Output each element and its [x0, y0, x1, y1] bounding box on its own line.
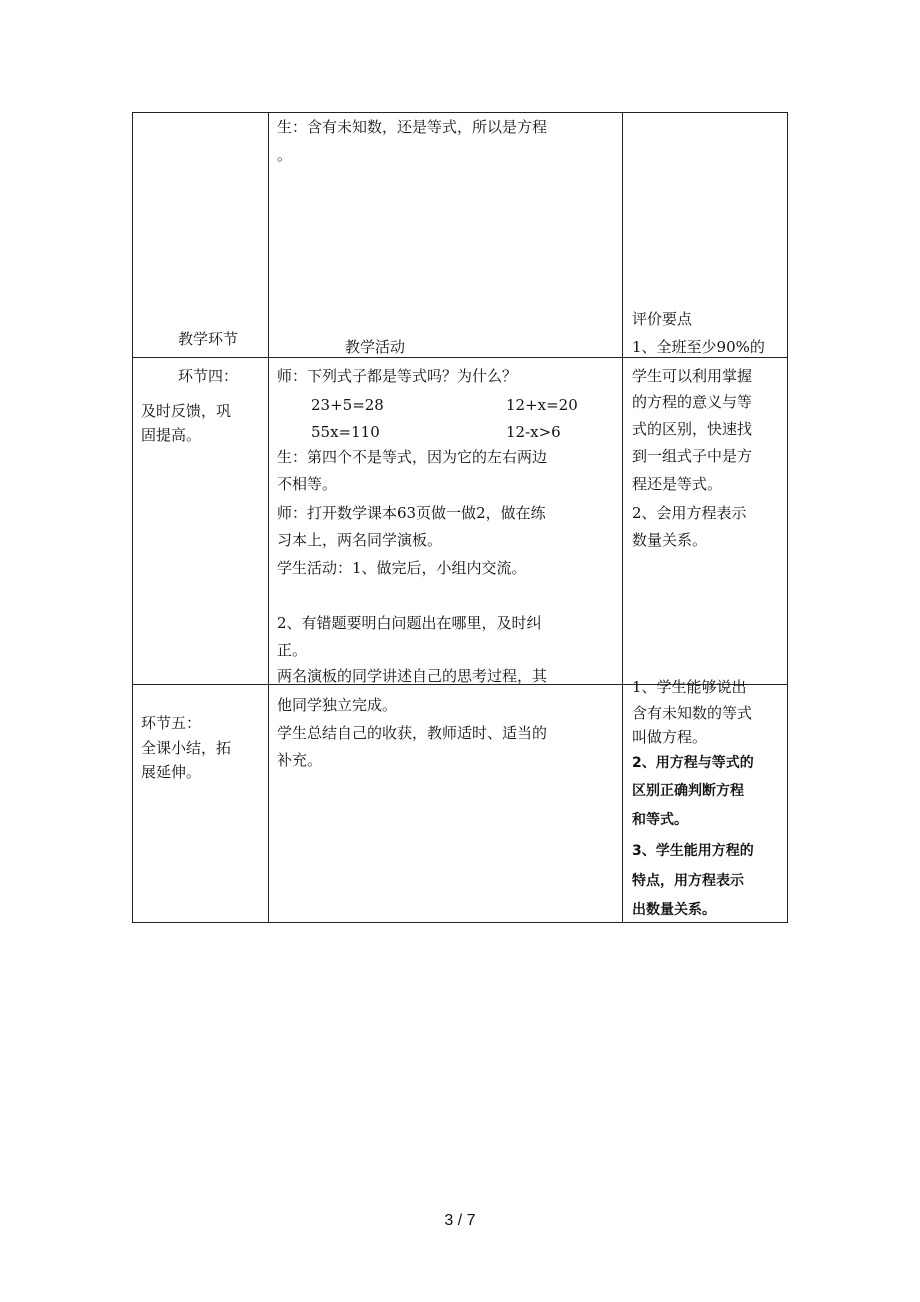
section4-eval-line7: 2、会用方程表示: [632, 504, 747, 522]
section4-eval-line3: 的方程的意义与等: [632, 393, 753, 411]
column-header-section: 教学环节: [178, 330, 239, 348]
section4-eval-line5: 到一组式子中是方: [632, 447, 753, 465]
section4-activity-line6: 学生活动：1、做完后，小组内交流。: [277, 559, 527, 577]
table-column-divider-2: [622, 112, 623, 923]
table-row-divider-1: [132, 357, 788, 358]
section4-activity-line8: 正。: [277, 641, 308, 659]
section5-eval-line1: 1、学生能够说出: [632, 678, 747, 696]
page-number: 3 / 7: [444, 1212, 476, 1229]
table-border-left: [132, 112, 133, 923]
section5-eval-line4: 2、用方程与等式的: [632, 755, 754, 771]
section4-activity-line2: 生：第四个不是等式，因为它的左右两边: [277, 448, 548, 466]
section4-activity-line4: 师：打开数学课本63页做一做2，做在练: [277, 504, 546, 522]
continued-activity-text-end: 。: [277, 146, 293, 164]
section5-eval-line2: 含有未知数的等式: [632, 704, 753, 722]
section5-name-line1: 全课小结，拓: [141, 739, 232, 757]
section4-activity-line1: 师：下列式子都是等式吗？为什么？: [277, 367, 518, 385]
section5-eval-line8: 特点，用方程表示: [632, 873, 744, 889]
equation-1: 23+5=28: [311, 396, 384, 414]
table-column-divider-1: [268, 112, 269, 923]
section4-name-line2: 固提高。: [141, 426, 202, 444]
section4-activity-line7: 2、有错题要明白问题出在哪里，及时纠: [277, 614, 542, 632]
table-border-right: [787, 112, 788, 923]
section5-activity-line3: 补充。: [277, 751, 323, 769]
section4-activity-line5: 习本上，两名同学演板。: [277, 531, 443, 549]
section4-eval-line2: 学生可以利用掌握: [632, 367, 753, 385]
section5-activity-line2: 学生总结自己的收获，教师适时、适当的: [277, 724, 548, 742]
section5-eval-line3: 叫做方程。: [632, 728, 708, 746]
section4-eval-line6: 程还是等式。: [632, 475, 723, 493]
column-header-evaluation: 评价要点: [632, 310, 693, 328]
equation-4: 12-x>6: [506, 423, 561, 441]
section5-eval-line5: 区别正确判断方程: [632, 783, 744, 799]
section5-activity-line1: 他同学独立完成。: [277, 696, 398, 714]
section4-title: 环节四：: [178, 367, 239, 385]
equation-3: 55x=110: [311, 423, 380, 441]
section4-name-line1: 及时反馈，巩: [141, 402, 232, 420]
column-header-activity: 教学活动: [345, 338, 406, 356]
continued-activity-text: 生：含有未知数，还是等式，所以是方程: [277, 118, 548, 136]
section5-eval-line7: 3、学生能用方程的: [632, 843, 754, 859]
section4-eval-line4: 式的区别，快速找: [632, 420, 753, 438]
section5-eval-line6: 和等式。: [632, 812, 688, 828]
table-border-top: [132, 112, 788, 113]
section4-eval-line8: 数量关系。: [632, 531, 708, 549]
equation-2: 12+x=20: [506, 396, 578, 414]
section4-activity-line3: 不相等。: [277, 475, 338, 493]
section5-eval-line9: 出数量关系。: [632, 902, 716, 918]
table-border-bottom: [132, 922, 788, 923]
section5-title: 环节五：: [141, 714, 202, 732]
section4-eval-line1: 1、全班至少90%的: [632, 338, 765, 356]
section5-name-line2: 展延伸。: [141, 763, 202, 781]
section4-activity-line9: 两名演板的同学讲述自己的思考过程，其: [277, 667, 548, 685]
